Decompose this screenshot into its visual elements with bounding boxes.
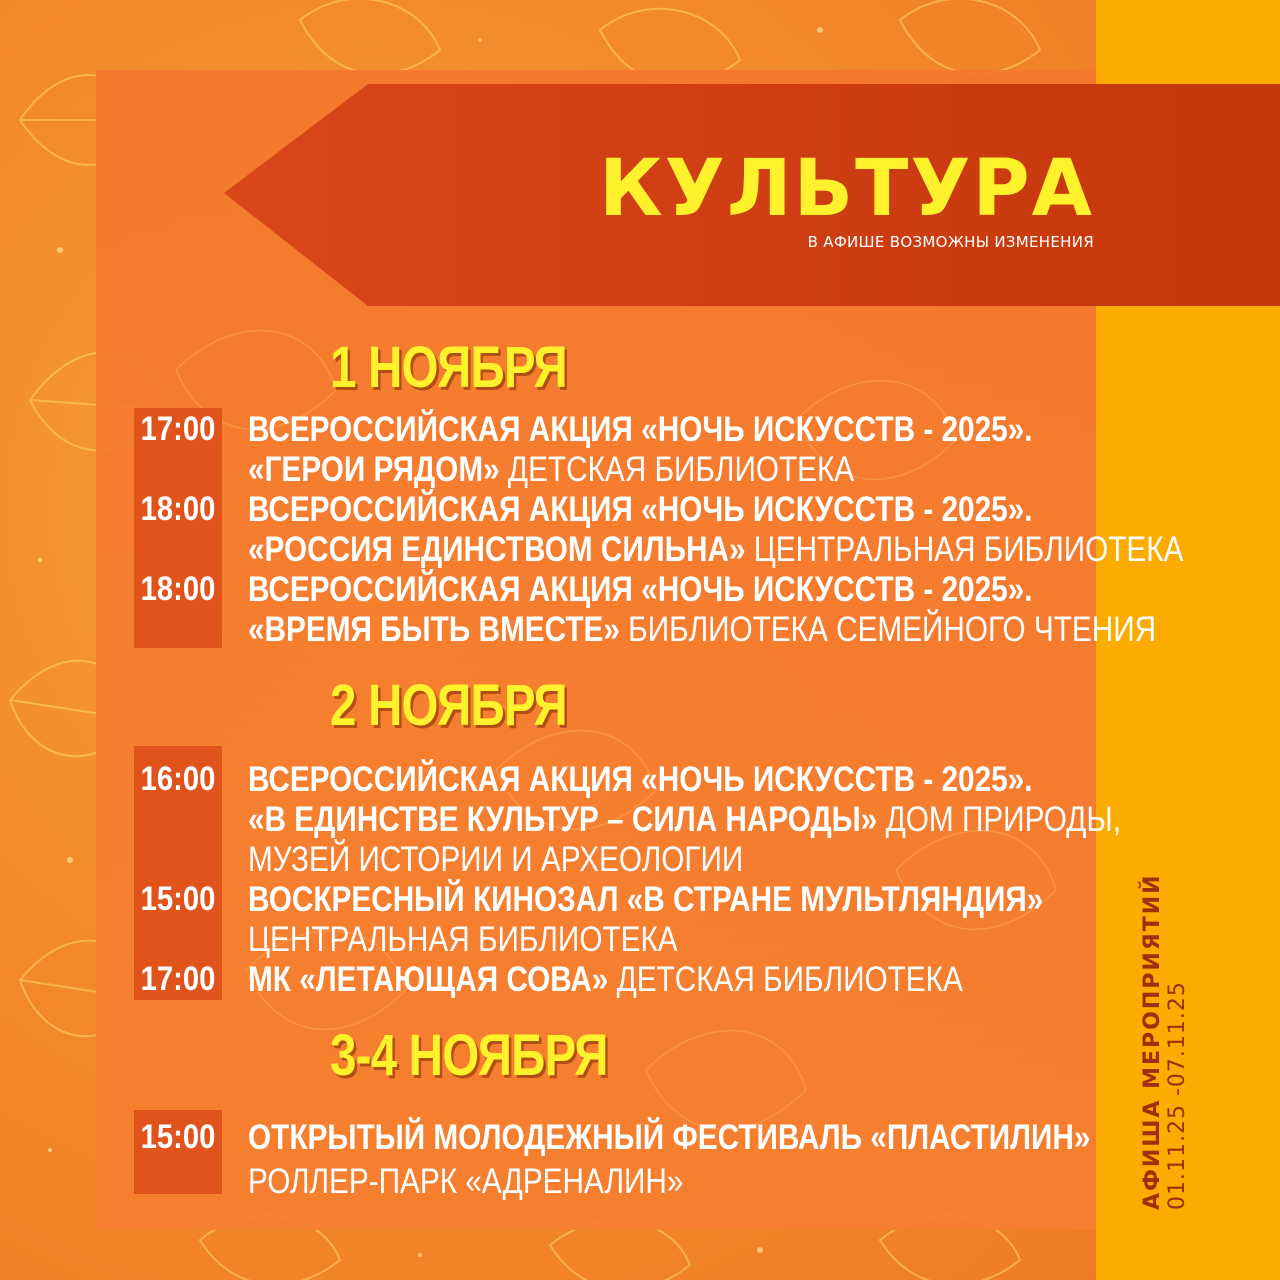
event-time: 16:00	[140, 760, 216, 798]
event-venue-extra: МУЗЕЙ ИСТОРИИ И АРХЕОЛОГИИ	[248, 840, 744, 879]
event-venue: «ВРЕМЯ БЫТЬ ВМЕСТЕ» БИБЛИОТЕКА СЕМЕЙНОГО ЧТЕНИЯ	[248, 610, 1157, 649]
event-venue: «ГЕРОИ РЯДОМ» ДЕТСКАЯ БИБЛИОТЕКА	[248, 450, 855, 489]
day-heading-2: 2 НОЯБРЯ	[330, 673, 567, 738]
event-time: 15:00	[140, 880, 216, 918]
day-heading-3: 3-4 НОЯБРЯ	[330, 1023, 608, 1088]
event-time: 17:00	[140, 410, 216, 448]
side-caption-title: АФИША МЕРОПРИЯТИЙ	[1140, 873, 1165, 1210]
side-caption-dates: 01.11.25 -07.11.25	[1165, 981, 1190, 1210]
event-title: ВСЕРОССИЙСКАЯ АКЦИЯ «НОЧЬ ИСКУССТВ - 2025».	[248, 570, 1033, 609]
event-venue: «РОССИЯ ЕДИНСТВОМ СИЛЬНА» ЦЕНТРАЛЬНАЯ БИБЛИОТЕКА	[248, 530, 1184, 569]
event-time: 15:00	[140, 1118, 216, 1156]
event-title: ВСЕРОССИЙСКАЯ АКЦИЯ «НОЧЬ ИСКУССТВ - 2025».	[248, 410, 1033, 449]
event-title: ВСЕРОССИЙСКАЯ АКЦИЯ «НОЧЬ ИСКУССТВ - 2025».	[248, 760, 1033, 799]
side-caption	[1140, 873, 1190, 1210]
event-venue: ЦЕНТРАЛЬНАЯ БИБЛИОТЕКА	[248, 920, 678, 959]
event-venue: «В ЕДИНСТВЕ КУЛЬТУР – СИЛА НАРОДЫ» ДОМ ПРИРОДЫ,	[248, 800, 1122, 839]
day-heading-1: 1 НОЯБРЯ	[330, 335, 567, 400]
event-time: 18:00	[140, 490, 216, 528]
page-title: КУЛЬТУРА	[598, 144, 1094, 234]
event-title: ОТКРЫТЫЙ МОЛОДЕЖНЫЙ ФЕСТИВАЛЬ «ПЛАСТИЛИН»	[248, 1118, 1091, 1157]
event-title: МК «ЛЕТАЮЩАЯ СОВА» ДЕТСКАЯ БИБЛИОТЕКА	[248, 960, 963, 999]
event-venue: РОЛЛЕР-ПАРК «АДРЕНАЛИН»	[248, 1162, 684, 1201]
event-time: 18:00	[140, 570, 216, 608]
event-time: 17:00	[140, 960, 216, 998]
event-title: ВСЕРОССИЙСКАЯ АКЦИЯ «НОЧЬ ИСКУССТВ - 2025».	[248, 490, 1033, 529]
page-subtitle: В АФИШЕ ВОЗМОЖНЫ ИЗМЕНЕНИЯ	[807, 233, 1094, 251]
event-title: ВОСКРЕСНЫЙ КИНОЗАЛ «В СТРАНЕ МУЛЬТЛЯНДИЯ»	[248, 880, 1044, 919]
